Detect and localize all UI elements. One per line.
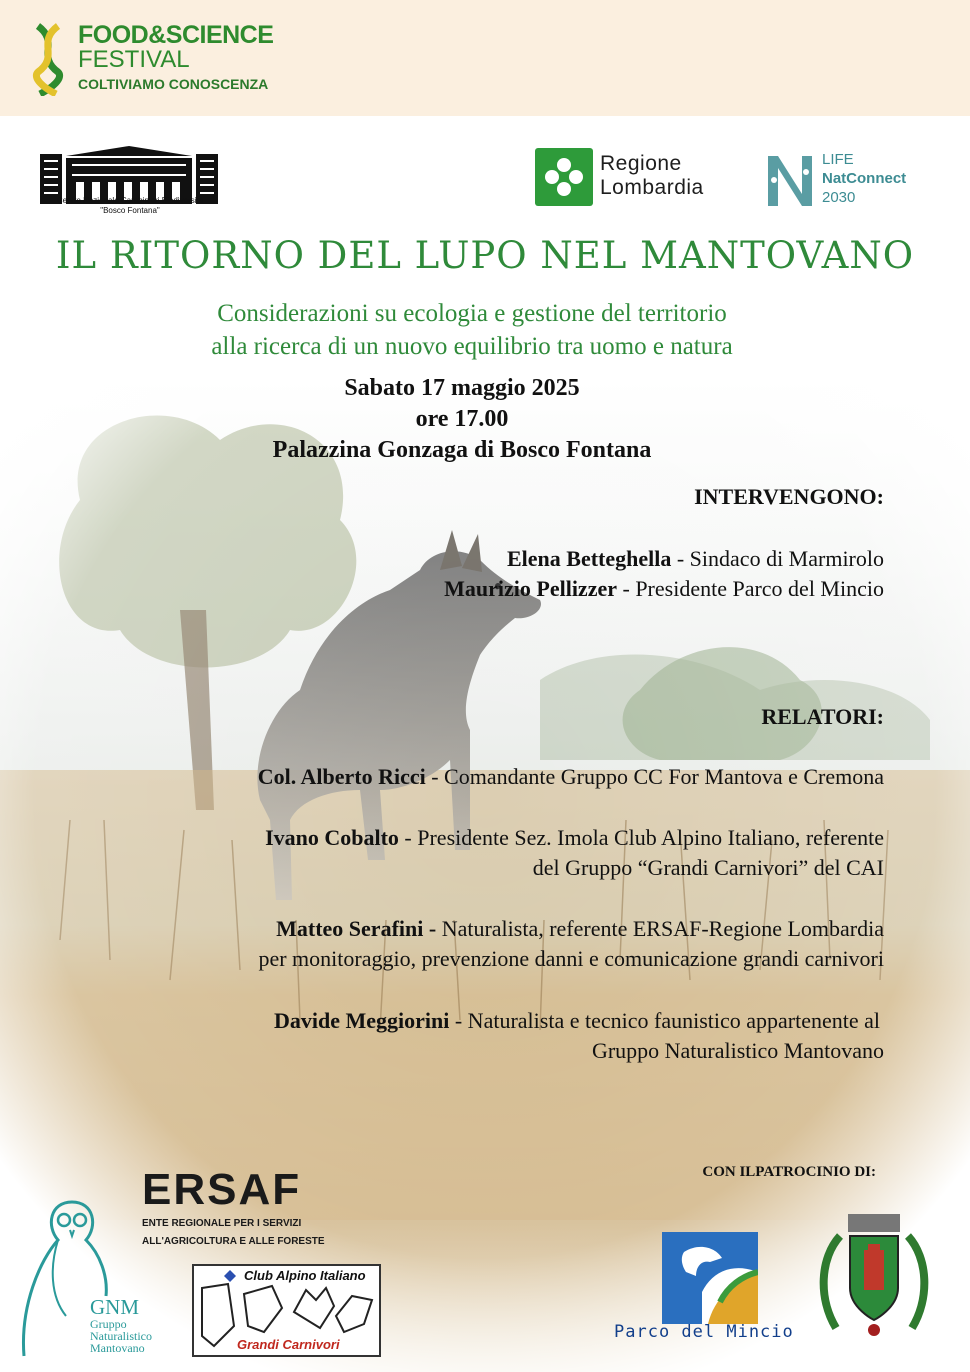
regione-line2: Lombardia bbox=[600, 176, 704, 199]
relatore-entry bbox=[265, 823, 884, 883]
relatore-name: Davide Meggiorini bbox=[273, 1008, 450, 1033]
speaker-name: Maurizio Pellizzer bbox=[444, 576, 617, 601]
speaker-role: - Presidente Parco del Mincio bbox=[617, 576, 884, 601]
carabinieri-caption-line1: Centro Nazionale Carabinieri Biodiversità bbox=[56, 196, 204, 205]
gnm-line3: Mantovano bbox=[90, 1341, 145, 1355]
relatore-entry bbox=[273, 1006, 884, 1066]
patrocinio-label: CON ILPATROCINIO DI: bbox=[702, 1164, 876, 1180]
subtitle-line1: Considerazioni su ecologia e gestione del territorio bbox=[217, 300, 727, 327]
relatore-line bbox=[258, 914, 884, 944]
page-title: IL RITORNO DEL LUPO NEL MANTOVANO bbox=[55, 234, 915, 277]
festival-logo-text bbox=[78, 22, 273, 92]
relatore-name: Ivano Cobalto bbox=[265, 825, 399, 850]
intervengono-heading: INTERVENGONO: bbox=[694, 484, 884, 509]
speaker-row bbox=[444, 574, 884, 604]
event-time: ore 17.00 bbox=[415, 406, 509, 432]
relatore-name: Matteo Serafini - bbox=[276, 916, 437, 941]
cai-subtitle: Grandi Carnivori bbox=[237, 1337, 340, 1352]
ersaf-subtitle-line1: ENTE REGIONALE PER I SERVIZI bbox=[142, 1218, 302, 1229]
life-natconnect-wordmark bbox=[822, 150, 906, 207]
festival-name: FOOD&SCIENCE bbox=[78, 21, 274, 49]
regione-lombardia-logo-icon bbox=[535, 148, 593, 206]
relatore-role: - Presidente Sez. Imola Club Alpino Italiano, referente bbox=[398, 825, 884, 850]
relatore-role: - Comandante Gruppo CC For Mantova e Cremona bbox=[425, 764, 884, 789]
relatore-line bbox=[274, 1006, 880, 1036]
festival-label: FESTIVAL bbox=[78, 46, 190, 73]
intervengono-list bbox=[444, 544, 884, 604]
relatore-role: Naturalista, referente ERSAF-Regione Lombardia bbox=[436, 916, 884, 941]
parco-del-mincio-label: Parco del Mincio bbox=[614, 1322, 794, 1342]
carabinieri-caption-line2: "Bosco Fontana" bbox=[100, 206, 160, 215]
gnm-line2: Naturalistico bbox=[90, 1329, 152, 1343]
gnm-line1: Gruppo bbox=[90, 1317, 127, 1331]
relatore-role-continued: per monitoraggio, prevenzione danni e comunicazione grandi carnivori bbox=[258, 946, 884, 971]
ersaf-subtitle-line2: ALL'AGRICOLTURA E ALLE FORESTE bbox=[142, 1236, 325, 1247]
subtitle bbox=[0, 297, 944, 363]
carabinieri-caption bbox=[40, 196, 220, 216]
relatore-role: - Naturalista e tecnico faunistico appartenente al bbox=[449, 1008, 880, 1033]
life-natconnect-logo-icon bbox=[764, 150, 816, 210]
regione-line1: Regione bbox=[600, 152, 682, 175]
speaker-role: - Sindaco di Marmirolo bbox=[671, 546, 884, 571]
cai-name: Club Alpino Italiano bbox=[244, 1268, 366, 1283]
relatore-role-continued: del Gruppo “Grandi Carnivori” del CAI bbox=[532, 855, 884, 880]
relatori-heading: RELATORI: bbox=[761, 704, 884, 729]
relatore-line bbox=[265, 823, 884, 853]
speaker-row bbox=[444, 544, 884, 574]
parco-del-mincio-logo-icon bbox=[662, 1232, 758, 1324]
festival-tagline: COLTIVIAMO CONOSCENZA bbox=[78, 76, 269, 92]
gnm-abbreviation: GNM bbox=[90, 1295, 140, 1319]
relatore-entry bbox=[258, 762, 884, 792]
ersaf-name: ERSAF bbox=[142, 1165, 302, 1214]
relatore-role-continued: Gruppo Naturalistico Mantovano bbox=[591, 1038, 884, 1063]
comune-coat-of-arms-icon bbox=[818, 1208, 930, 1344]
intervengono-section bbox=[694, 482, 884, 512]
event-date: Sabato 17 maggio 2025 bbox=[344, 375, 580, 401]
subtitle-line2: alla ricerca di un nuovo equilibrio tra uomo e natura bbox=[211, 333, 733, 360]
event-venue: Palazzina Gonzaga di Bosco Fontana bbox=[272, 437, 652, 463]
relatore-name: Col. Alberto Ricci bbox=[257, 764, 426, 789]
relatori-section bbox=[761, 702, 884, 732]
dna-helix-logo-icon bbox=[30, 22, 66, 96]
event-details bbox=[0, 373, 924, 466]
relatore-entry bbox=[258, 914, 884, 974]
life-line1: LIFE bbox=[822, 151, 854, 168]
gnm-logo-text bbox=[90, 1296, 152, 1354]
life-line2: NatConnect bbox=[822, 170, 907, 187]
regione-lombardia-wordmark bbox=[600, 152, 704, 200]
life-line3: 2030 bbox=[822, 189, 856, 206]
relatore-line bbox=[258, 762, 884, 792]
speaker-name: Elena Betteghella bbox=[506, 546, 672, 571]
ersaf-logo bbox=[142, 1165, 325, 1248]
